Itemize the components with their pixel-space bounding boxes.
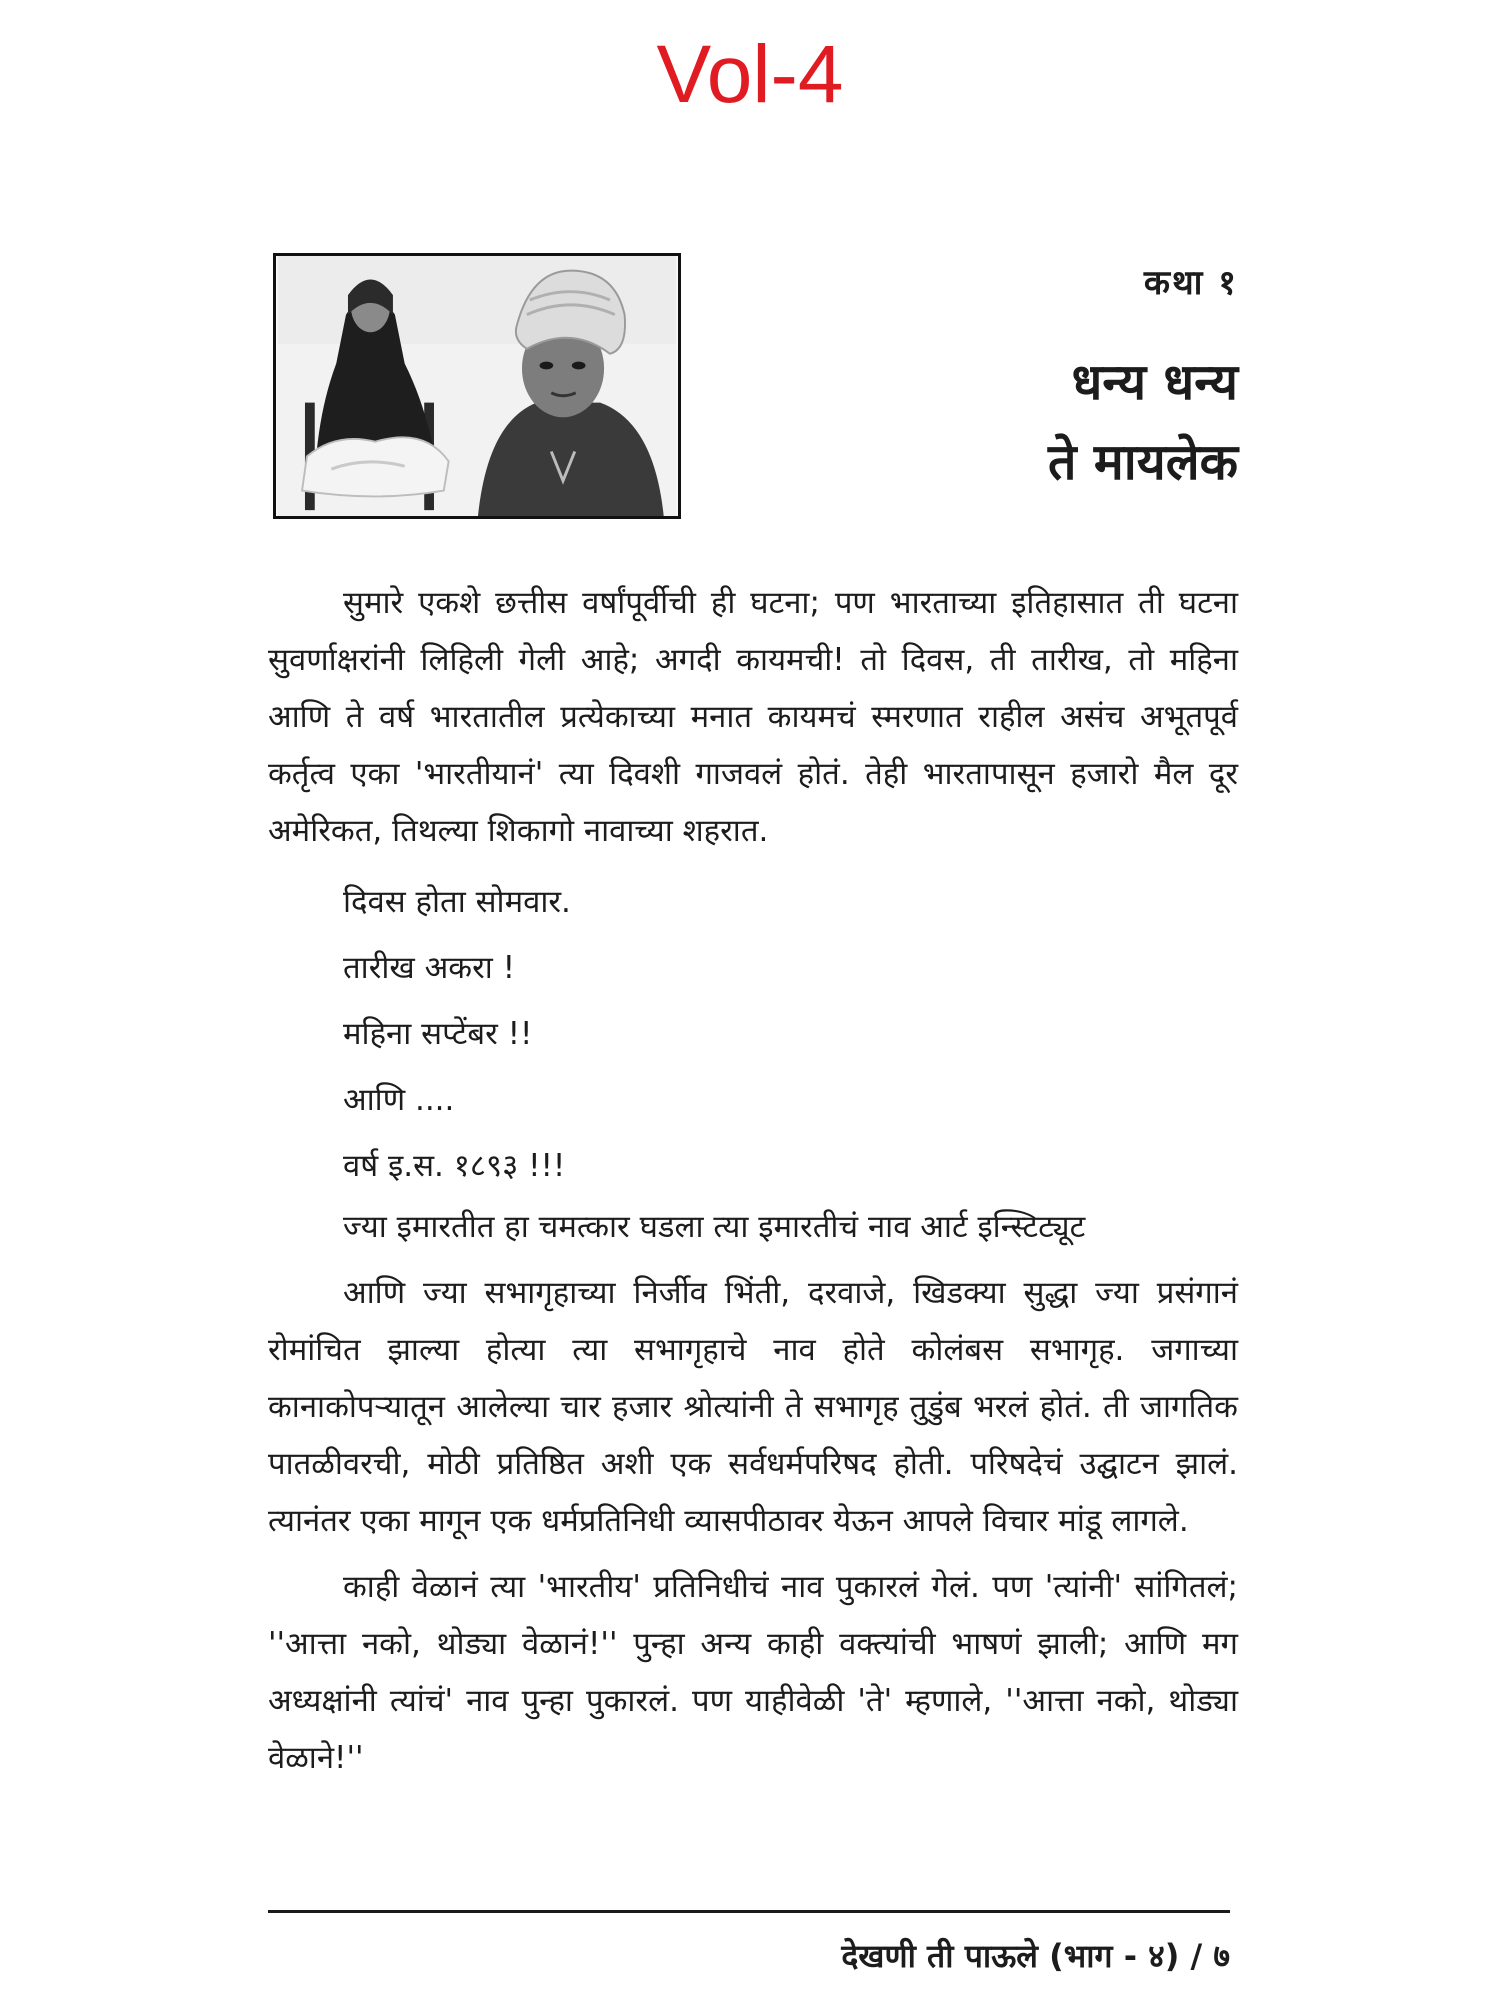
- paragraph-hall: आणि ज्या सभागृहाच्या निर्जीव भिंती, दरवाजे, खिडक्या सुद्धा ज्या प्रसंगानं रोमांचित झाल्या होत्या त्या सभागृहाचे नाव होते कोलंबस सभागृह. जगाच्या कानाकोपऱ्यातून आलेल्या चार हजार श्रोत्यांनी ते सभागृह तुडुंब भरलं होतं. ती जागतिक पातळीवरची, मोठी प्रतिष्ठित अशी एक सर्वधर्मपरिषद होती. परिषदेचं उद्घाटन झालं. त्यानंतर एका मागून एक धर्मप्रतिनिधी व्यासपीठावर येऊन आपले विचार मांडू लागले.: [268, 1275, 1238, 1539]
- footer-divider: [268, 1910, 1230, 1913]
- paragraph-month: महिना सप्टेंबर !!: [343, 1016, 533, 1052]
- story-title-line-1: धन्य धन्य: [1071, 353, 1238, 411]
- paragraph-year: वर्ष इ.स. १८९३ !!!: [343, 1148, 566, 1184]
- page-footer: देखणी ती पाऊले (भाग - ४) / ७: [841, 1937, 1230, 1975]
- paragraph-name-called: काही वेळानं त्या 'भारतीय' प्रतिनिधीचं नाव पुकारलं गेलं. पण 'त्यांनी' सांगितलं; ''आत्ता नको, थोड्या वेळानं!'' पुन्हा अन्य काही वक्त्यांची भाषणं झाली; आणि मग अध्यक्षांनी त्यांचं' नाव पुन्हा पुकारलं. पण याहीवेळी 'ते' म्हणाले, ''आत्ता नको, थोड्या वेळाने!'': [268, 1569, 1238, 1776]
- story-title-line-2: ते मायलेक: [1047, 433, 1238, 491]
- story-number: कथा १: [1143, 263, 1238, 303]
- paragraph-day: दिवस होता सोमवार.: [343, 884, 571, 920]
- volume-label: Vol-4: [656, 29, 844, 120]
- paragraph-building: ज्या इमारतीत हा चमत्कार घडला त्या इमारतीचं नाव आर्ट इन्स्टिट्यूट: [343, 1209, 1086, 1245]
- story-title: [1048, 342, 1238, 502]
- story-body: [268, 575, 1238, 1796]
- photo-mother-and-son: [273, 253, 681, 519]
- paragraph-date: तारीख अकरा !: [343, 950, 516, 986]
- paragraph-opening: सुमारे एकशे छत्तीस वर्षांपूर्वीची ही घटना; पण भारताच्या इतिहासात ती घटना सुवर्णाक्षरांनी लिहिली गेली आहे; अगदी कायमची! तो दिवस, ती तारीख, तो महिना आणि ते वर्ष भारतातील प्रत्येकाच्या मनात कायमचं स्मरणात राहील असंच अभूतपूर्व कर्तृत्व एका 'भारतीयानं' त्या दिवशी गाजवलं होतं. तेही भारतापासून हजारो मैल दूर अमेरिकत, तिथल्या शिकागो नावाच्या शहरात.: [268, 585, 1238, 849]
- paragraph-and: आणि ....: [343, 1082, 455, 1118]
